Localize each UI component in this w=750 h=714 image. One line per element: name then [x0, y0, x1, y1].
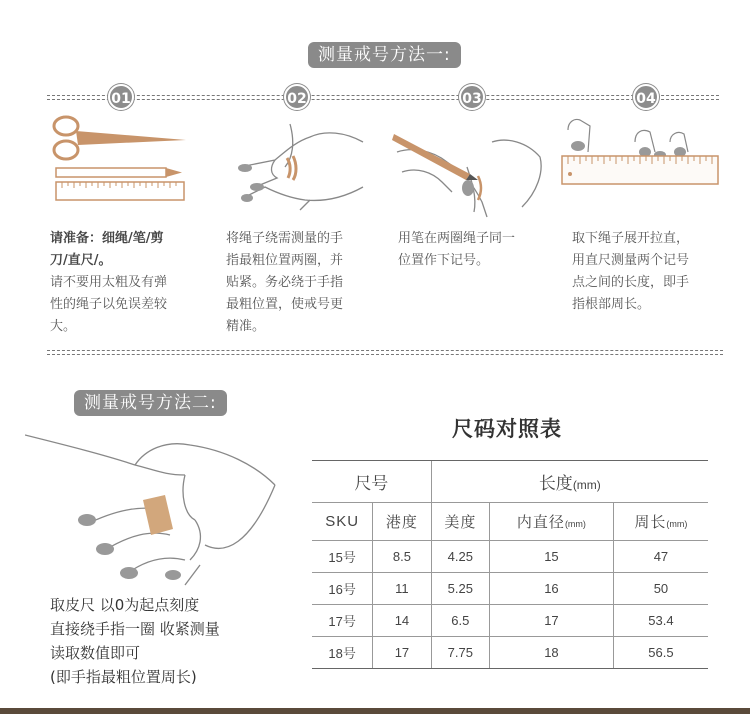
col-header-inner-diameter: 内直径(mm) [490, 503, 614, 541]
cell-inner-diameter: 15 [490, 541, 614, 573]
cell-inner-diameter: 18 [490, 637, 614, 669]
fingers-ruler-illustration [560, 112, 720, 192]
hand-icon [240, 124, 363, 210]
cell-us-size: 6.5 [431, 605, 489, 637]
cell-inner-diameter: 16 [490, 573, 614, 605]
cell-us-size: 4.25 [431, 541, 489, 573]
cell-hk-size: 8.5 [373, 541, 431, 573]
method2-title: 测量戒号方法二: [74, 390, 227, 416]
fingernail-icon [462, 180, 474, 196]
cell-circumference: 56.5 [613, 637, 708, 669]
cell-us-size: 7.75 [431, 637, 489, 669]
pen-icon [392, 134, 478, 180]
hand-string-illustration [215, 112, 370, 212]
cell-hk-size: 17 [373, 637, 431, 669]
step-number-2: 02 [284, 84, 310, 110]
cell-inner-diameter: 17 [490, 605, 614, 637]
method2-text: 取皮尺 以0为起点刻度 直接绕手指一圈 收紧测量 读取数值即可 (即手指最粗位置周长) [50, 596, 220, 686]
table-row [312, 541, 708, 573]
cell-sku: 15号 [312, 541, 373, 573]
method1-title: 测量戒号方法一: [308, 42, 461, 68]
scissors-icon [54, 117, 186, 159]
size-table [312, 460, 708, 669]
bottom-image-edge [0, 708, 750, 714]
hand-pen-illustration [392, 112, 547, 222]
finger-icon [568, 119, 688, 152]
cell-sku: 17号 [312, 605, 373, 637]
length-group-header: 长度(mm) [431, 461, 708, 503]
cell-circumference: 50 [613, 573, 708, 605]
table-row [312, 637, 708, 669]
string-icon [287, 156, 296, 180]
cell-us-size: 5.25 [431, 573, 489, 605]
step-text-2: 将绳子绕需测量的手 指最粗位置两圈，并 贴紧。务必绕于手指 最粗位置，使戒号更 精准。 [226, 231, 344, 334]
step-text-1: 请准备：细绳/笔/剪 刀/直尺/。 请不要用太粗及有弹 性的绳子以免误差较 大。 [50, 231, 168, 334]
cell-hk-size: 11 [373, 573, 431, 605]
string-icon [478, 176, 481, 200]
cell-circumference: 47 [613, 541, 708, 573]
hand-tape-illustration [25, 425, 285, 590]
cell-sku: 16号 [312, 573, 373, 605]
size-group-header: 尺号 [312, 461, 431, 503]
cell-circumference: 53.4 [613, 605, 708, 637]
cell-hk-size: 14 [373, 605, 431, 637]
pencil-icon [56, 168, 182, 177]
tape-measure-icon [143, 495, 173, 535]
col-header-circumference: 周长(mm) [613, 503, 708, 541]
step-number-4: 04 [633, 84, 659, 110]
size-table-title: 尺码对照表 [452, 417, 562, 441]
step-separator-top [47, 95, 719, 100]
step-number-1: 01 [108, 84, 134, 110]
scissors-ruler-illustration [48, 112, 188, 207]
col-header-us-size: 美度 [431, 503, 489, 541]
table-row [312, 605, 708, 637]
table-row [312, 573, 708, 605]
col-header-sku: SKU [312, 503, 373, 541]
ruler-icon [56, 182, 184, 200]
fingernail-icon [238, 164, 264, 202]
step-text-3: 用笔在两圈绳子同一 位置作下记号。 [398, 231, 516, 268]
step-separator-bottom [47, 350, 723, 355]
cell-sku: 18号 [312, 637, 373, 669]
ruler-icon [562, 156, 718, 184]
step-text-4: 取下绳子展开拉直， 用直尺测量两个记号 点之间的长度，即手 指根部周长。 [572, 231, 690, 312]
col-header-hk-size: 港度 [373, 503, 431, 541]
step-number-3: 03 [459, 84, 485, 110]
